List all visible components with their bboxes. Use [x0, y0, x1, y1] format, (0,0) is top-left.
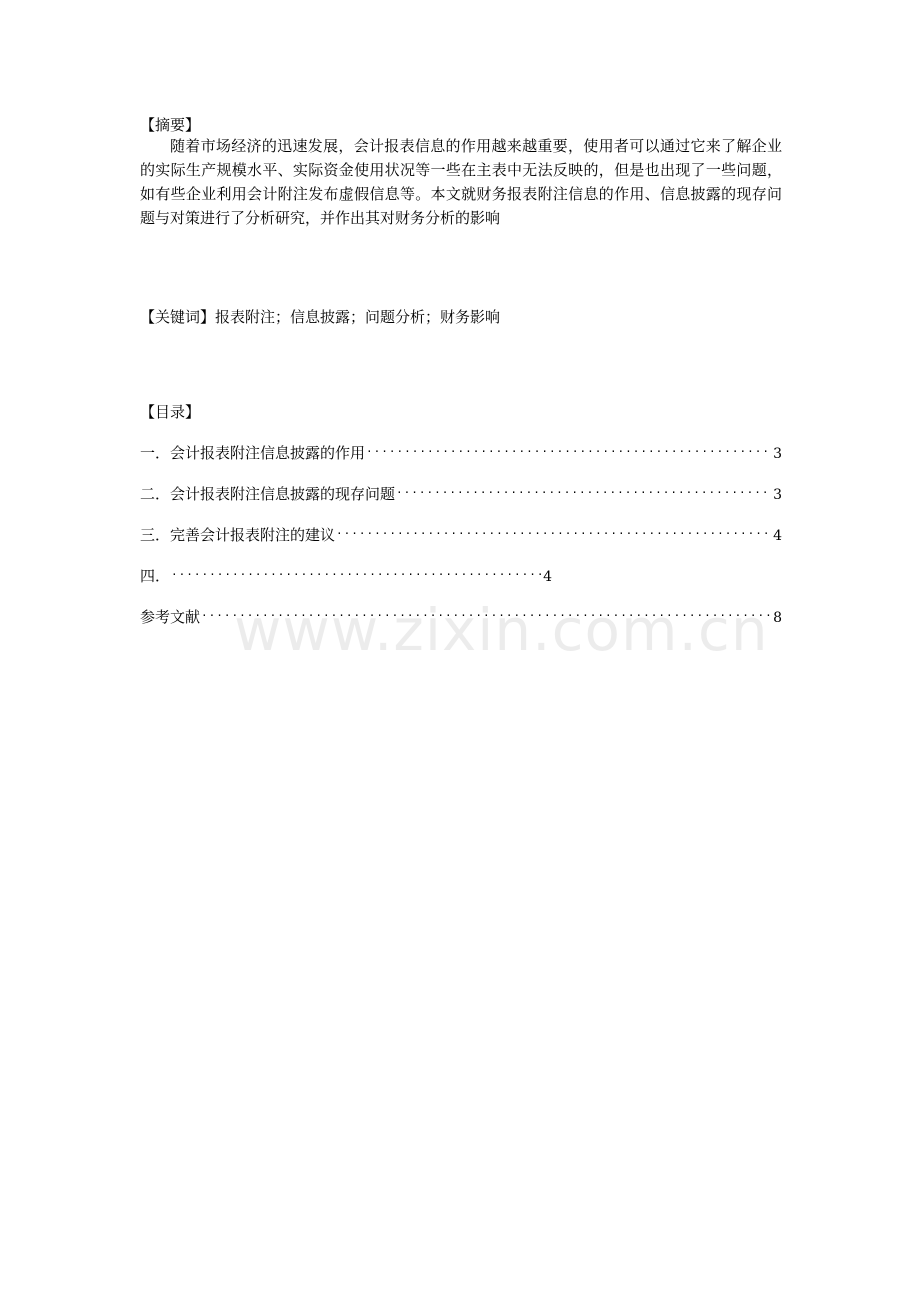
toc-page-number: 3 — [773, 487, 782, 503]
toc-entry-label: 三．完善会计报表附注的建议 — [140, 526, 336, 544]
toc-dot-leader — [201, 605, 772, 627]
toc-page-number: 3 — [773, 446, 782, 462]
toc-entry-1 — [140, 442, 782, 483]
abstract-body: 随着市场经济的迅速发展，会计报表信息的作用越来越重要，使用者可以通过它来了解企业的实际生产规模水平、实际资金使用状况等一些在主表中无法反映的，但是也出现了一些问题，如有些企业利用会计附注发布虚假信息等。本文就财务报表附注信息的作用、信息披露的现存问题与对策进行了分析研究，并作出其对财务分析的影响 — [140, 137, 782, 227]
toc-entry-5 — [140, 606, 782, 647]
toc-entry-label: 四． — [140, 567, 171, 585]
toc-dot-leader — [171, 564, 542, 586]
toc-page-number: 8 — [773, 610, 782, 626]
toc-dot-leader — [366, 441, 772, 463]
toc-entry-4 — [140, 565, 552, 606]
watermark: www.zixin.com.cn — [234, 596, 769, 664]
abstract-heading: 【摘要】 — [140, 116, 201, 134]
toc-page-number: 4 — [773, 528, 782, 544]
toc-entry-label: 二．会计报表附注信息披露的现存问题 — [140, 485, 396, 503]
toc-entry-3 — [140, 524, 782, 565]
toc-entry-label: 参考文献 — [140, 608, 201, 626]
toc-entry-label: 一．会计报表附注信息披露的作用 — [140, 444, 366, 462]
toc-heading: 【目录】 — [140, 403, 201, 421]
toc-page-number: 4 — [543, 569, 552, 585]
keywords-line: 【关键词】报表附注；信息披露；问题分析；财务影响 — [140, 308, 501, 326]
toc-dot-leader — [396, 482, 772, 504]
toc-dot-leader — [336, 523, 772, 545]
toc-entry-2 — [140, 483, 782, 524]
table-of-contents — [140, 442, 782, 647]
